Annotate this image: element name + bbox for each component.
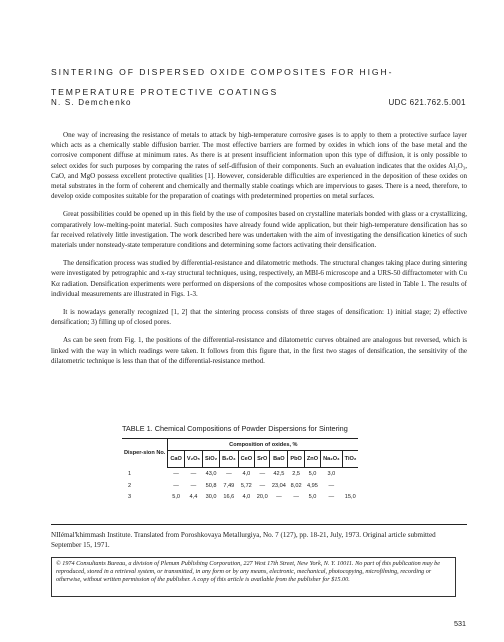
paragraph: It is nowadays generally recognized [1, 2] that the sintering process consists of three stages of densification: 1) initial stage; 2) effective densification; 3) filling up of closed pores.: [51, 308, 467, 327]
table-cell: [342, 468, 358, 480]
table-cell: 42,5: [273, 471, 285, 478]
paragraph: As can be seen from Fig. 1, the positions of the differential-resistance and dilatometric curves obtained are analogous but reversed, which is linked with the way in which readings were taken. It follows from this figure that, in the first two stages of densification, the sensitivity of the dilatometric technique is less than that of the differential-resistance method.: [51, 336, 467, 365]
table-cell: 50,8: [205, 482, 217, 489]
table-cell: 43,0: [205, 471, 217, 478]
table-cell: 16,6: [223, 494, 235, 501]
column-header: V₂O₅: [184, 451, 202, 468]
table-cell: 4,95: [307, 482, 318, 489]
author-name: N. S. Demchenko: [51, 98, 132, 107]
article-title: [51, 62, 451, 102]
table-cell: 2,5: [292, 471, 301, 478]
table-cell: —: [293, 494, 299, 501]
table-row: [122, 480, 358, 492]
footnote-divider: [51, 524, 467, 525]
table-cell: [342, 480, 358, 492]
table-cell: 8,02: [290, 482, 302, 489]
column-header: TiO₂: [342, 451, 358, 468]
table-cell: 4,4: [189, 494, 198, 501]
column-header: PbO: [288, 451, 305, 468]
table-cell: 5,0: [308, 471, 317, 478]
table-cell: 23,04: [271, 482, 286, 489]
table-cell: 1: [128, 470, 132, 477]
table-row: [122, 468, 358, 480]
column-header: ZnO: [304, 451, 320, 468]
page-number: 531: [454, 619, 466, 628]
table-cell: 4,0: [242, 494, 251, 501]
table-cell: 3,0: [327, 471, 336, 478]
table-caption: TABLE 1. Chemical Compositions of Powder Dispersions for Sintering: [122, 424, 348, 433]
row-header: Disper-sion No.: [122, 439, 168, 468]
table-cell: —: [190, 471, 197, 478]
table-cell: —: [173, 482, 179, 489]
table-cell: 2: [128, 482, 132, 489]
table-cell: —: [226, 471, 232, 478]
composition-table: [122, 438, 358, 503]
article-body: [51, 130, 467, 374]
column-header: SiO₂: [203, 451, 220, 468]
column-header: CeO: [238, 451, 255, 468]
column-header: B₂O₃: [220, 451, 238, 468]
table-cell: —: [190, 482, 197, 489]
copyright-notice: © 1974 Consultants Bureau, a division of Plenum Publishing Corporation, 227 West 17th Street, New York, N. Y. 10011. No part of this publication may be reproduced, stored in a retrieval system, or transmitted, in any form or by any means, electronic, mechanical, photocopying, microfilming, recording or otherwise, without written permission of the publisher. A copy of this article is available from the publisher for $15.00.: [51, 557, 456, 597]
table-cell: 4,0: [242, 471, 251, 478]
title-line: SINTERING OF DISPERSED OXIDE COMPOSITES FOR HIGH-: [51, 67, 394, 77]
paragraph: Great possibilities could be opened up in this field by the use of composites based on crystalline materials bonded with glass or a crystallizing, comparatively low-melting-point material. Such composites have already found wide application, but their high-temperature densification has so far received relatively little investigation. The work described here was undertaken with the aim of investigating the densification kinetics of such materials under nonsteady-state temperature conditions and determining some factors activating their densification.: [51, 210, 467, 250]
table-cell: —: [328, 482, 335, 489]
group-header: Composition of oxides, %: [168, 439, 359, 451]
table-cell: 15,0: [344, 494, 356, 501]
column-header: SrO: [255, 451, 270, 468]
table-cell: 7,49: [223, 482, 235, 489]
table-cell: 30,0: [205, 494, 217, 501]
column-header: BaO: [270, 451, 288, 468]
udc-code: UDC 621.762.5.001: [388, 98, 466, 107]
table-cell: 20,0: [256, 494, 268, 501]
footnote: NIIémal'khimmash Institute. Translated from Poroshkovaya Metallurgiya, No. 7 (127), pp. 18-21, July, 1973. Original article submitted September 15, 1971.: [51, 531, 436, 550]
table-1: [122, 424, 402, 503]
paragraph: One way of increasing the resistance of metals to attack by high-temperature corrosive gases is to apply to them a protective surface layer which acts as a chemically stable diffusion barrier. The most effective barriers are formed by oxides in which ions of the base metal and the corrosive component diffuse at minimum rates. As there is at present insufficient information upon this type of diffusion, it is only possible to select oxides for such purposes by comparing the rates of self-diffusion of their components. Such an evaluation indicates that the oxides Al₂O₃, CaO, and MgO possess excellent protective qualities [1]. However, considerable difficulties are experienced in the deposition of these oxides on metal substrates in the form of coherent and chemically and thermally stable coatings which are impervious to gases. There is a need, therefore, to develop oxide composites suitable for the preparation of coatings with predetermined properties on metal surfaces.: [51, 131, 467, 201]
table-row: [122, 491, 358, 503]
paragraph: The densification process was studied by differential-resistance and dilatometric methods. The structural changes taking place during sintering were investigated by petrographic and x-ray structural techniques, using, respectively, an MBI-6 microscope and a URS-50 diffractometer with Cu Kα radiation. Densification experiments were performed on dispersions of the composites whose compositions are listed in Table 1. The results of individual measurements are illustrated in Figs. 1-3.: [51, 259, 467, 298]
column-header: Na₂O₃: [321, 451, 343, 468]
title-line: TEMPERATURE PROTECTIVE COATINGS: [51, 87, 279, 97]
table-cell: 5,72: [240, 482, 252, 489]
table-cell: —: [173, 471, 179, 478]
table-cell: —: [276, 494, 282, 501]
table-cell: —: [259, 471, 266, 478]
table-cell: 3: [128, 494, 132, 501]
table-cell: —: [259, 482, 266, 489]
table-cell: 5,0: [308, 494, 317, 501]
table-cell: —: [328, 494, 335, 501]
column-header: CaO: [168, 451, 185, 468]
table-cell: 5,0: [172, 494, 180, 501]
